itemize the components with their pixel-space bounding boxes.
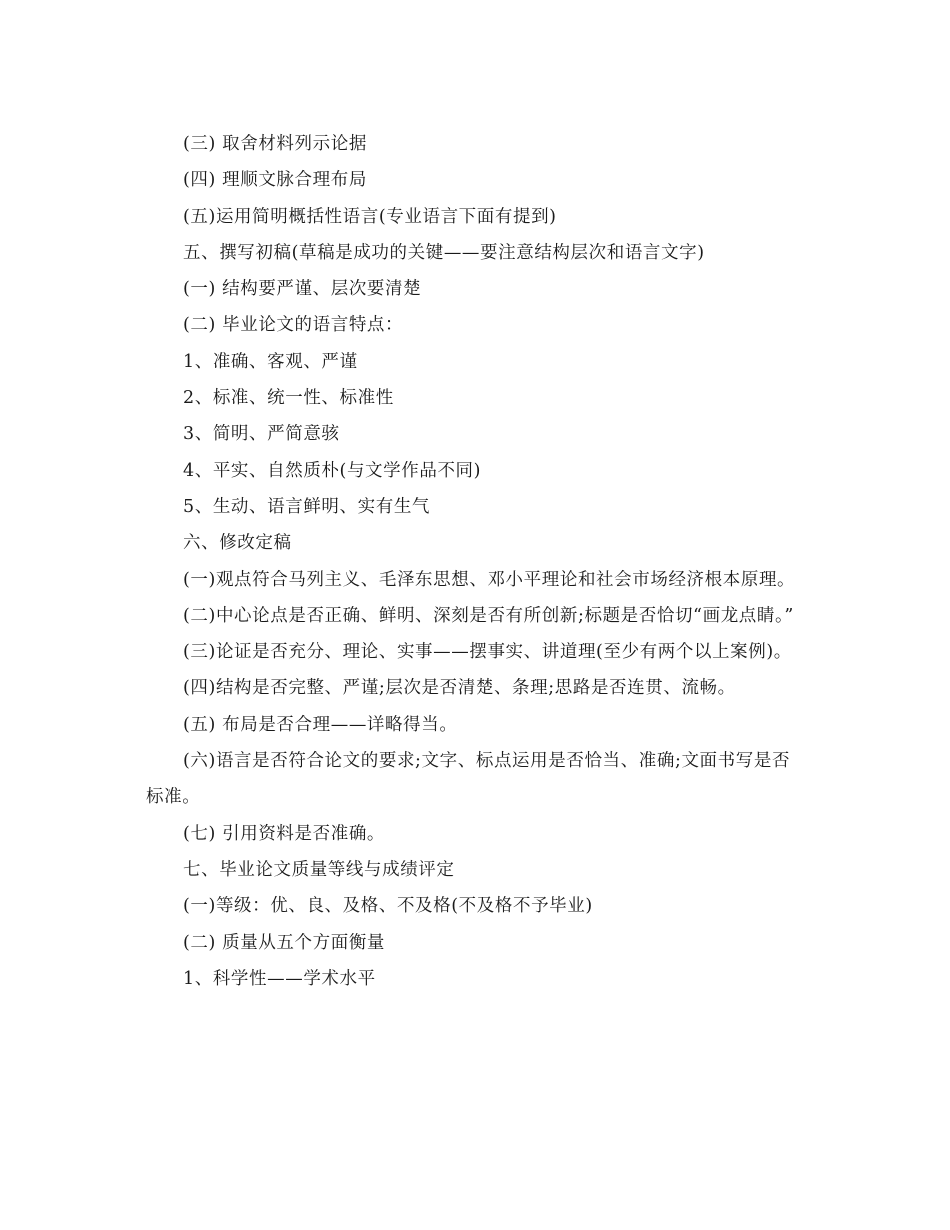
list-item-7-2-1: 1、科学性——学术水平 <box>183 968 376 989</box>
paragraph-3-1: (三) 取舍材料列示论据 <box>183 134 367 154</box>
paragraph-3-2: (四) 理顺文脉合理布局 <box>183 170 367 191</box>
paragraph-6-2: (二)中心论点是否正确、鲜明、深刻是否有所创新;标题是否恰切“画龙点睛。” <box>183 605 794 626</box>
section-heading-5: 五、撰写初稿(草稿是成功的关键——要注意结构层次和语言文字) <box>183 242 705 263</box>
paragraph-6-7: (七) 引用资料是否准确。 <box>183 823 386 844</box>
paragraph-7-2: (二) 质量从五个方面衡量 <box>183 932 386 953</box>
list-item-3: 3、简明、严简意骇 <box>183 424 340 445</box>
paragraph-6-3: (三)论证是否充分、理论、实事——摆事实、讲道理(至少有两个以上案例)。 <box>183 642 792 663</box>
list-item-1: 1、准确、客观、严谨 <box>183 351 358 372</box>
paragraph-6-4: (四)结构是否完整、严谨;层次是否清楚、条理;思路是否连贯、流畅。 <box>183 678 736 699</box>
list-item-4: 4、平实、自然质朴(与文学作品不同) <box>183 460 482 481</box>
section-heading-7: 七、毕业论文质量等线与成绩评定 <box>183 859 455 880</box>
paragraph-6-1: (一)观点符合马列主义、毛泽东思想、邓小平理论和社会市场经济根本原理。 <box>183 569 796 590</box>
paragraph-7-1: (一)等级：优、良、及格、不及格(不及格不予毕业) <box>183 896 593 917</box>
paragraph-6-6: (六)语言是否符合论文的要求;文字、标点运用是否恰当、准确;文面书写是否标准。 <box>146 751 791 808</box>
section-heading-6: 六、修改定稿 <box>183 533 292 554</box>
paragraph-6-5: (五) 布局是否合理——详略得当。 <box>183 714 458 735</box>
document-body <box>146 126 806 997</box>
paragraph-3-3: (五)运用简明概括性语言(专业语言下面有提到) <box>183 206 557 227</box>
paragraph-5-1: (一) 结构要严谨、层次要清楚 <box>183 279 422 300</box>
list-item-2: 2、标准、统一性、标准性 <box>183 388 394 409</box>
paragraph-5-2: (二) 毕业论文的语言特点： <box>183 315 404 336</box>
list-item-5: 5、生动、语言鲜明、实有生气 <box>183 496 431 517</box>
